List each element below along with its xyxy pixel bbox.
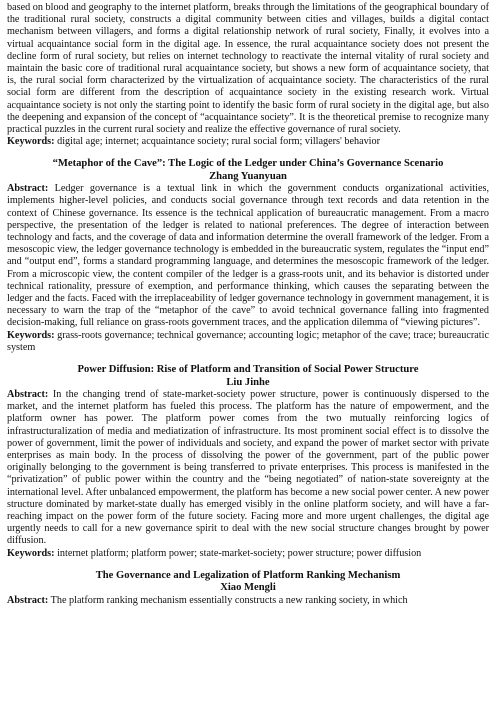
keywords-label: Keywords: bbox=[7, 547, 55, 559]
article-abstract bbox=[7, 389, 489, 548]
keywords-text: grass-roots governance; technical governance; accounting logic; metaphor of the cave; trace; bureaucratic system bbox=[7, 329, 489, 353]
intro-keywords bbox=[7, 136, 489, 148]
article-author: Xiao Mengli bbox=[220, 582, 276, 594]
article-title: “Metaphor of the Cave”: The Logic of the Ledger under China’s Governance Scenario bbox=[52, 158, 444, 170]
abstract-text: Ledger governance is a textual link in which the government conducts organizational activities, implements higher-level policies, and conducts social governance through text records and data retention in the context of Chinese governance. Its essence is the technical application of bureaucratic management. From a macro perspective, the presentation of the ledger is related to national preferences. The degree of interaction between technology and facts, and the coverage of data and information determine the overall framework of the ledger. From a mesoscopic view, the ledger governance technology is embedded in the bureaucratic system, regulates the “input end” and “output end”, forms a standard programming language, and determines the mesoscopic framework of the ledger. From a microscopic view, the content compiler of the ledger is a grass-roots unit, and its behavior is distorted under technical rationality, pressure of exemption, and performance thinking, which causes the separating between the ledger and the facts. Faced with the irreplaceability of ledger governance technology in government management, it is necessary to warn the trap of the “metaphor of the cave” to avoid technical governance falling into fragmented decision-making, full reliance on grass-roots government traces, and the application dilemma of “viewing pictures”. bbox=[7, 183, 489, 329]
intro-abstract-continuation: based on blood and geography to the internet platform, breaks through the limitations of the geographical boundary of the traditional rural society, constructs a digital community between cities and villages, builds a digital contact mechanism between villagers, and forms a digital relationship network of rural society, Finally, it evolves into a virtual acquaintance social form in the digital age. In essence, the rural acquaintance society does not present the decline form of rural society, but relies on internet technology to reactivate the internal vitality of rural society and maintain the basic core of traditional rural acquaintance society, but shows a new form of acquaintance society, that is, the rural social form characterized by the virtualization of acquaintance society. The characteristics of the rural social form are different from the description of acquaintance society in the existing research work. Virtual acquaintance society is not only the starting point to identify the basic form of rural society in the digital age, but also the deepening and expansion of the concept of “acquaintance society”. It is the theoretical premise to recognize many practical puzzles in the current rural society and realize the effective governance of rural society. bbox=[7, 2, 489, 136]
article-author: Liu Jinhe bbox=[226, 376, 270, 388]
abstract-label: Abstract: bbox=[7, 388, 49, 400]
keywords-text: digital age; internet; acquaintance society; rural social form; villagers' behavior bbox=[54, 136, 380, 148]
article-keywords bbox=[7, 330, 489, 354]
abstract-label: Abstract: bbox=[7, 183, 49, 195]
abstract-text: The platform ranking mechanism essentially constructs a new ranking society, in which bbox=[48, 594, 408, 606]
article-title: Power Diffusion: Rise of Platform and Transition of Social Power Structure bbox=[77, 364, 419, 376]
keywords-label: Keywords: bbox=[7, 329, 55, 341]
article-author: Zhang Yuanyuan bbox=[209, 170, 287, 182]
article-abstract bbox=[7, 183, 489, 329]
article-keywords bbox=[7, 548, 489, 560]
keywords-label: Keywords: bbox=[7, 136, 55, 148]
abstract-label: Abstract: bbox=[7, 594, 49, 606]
keywords-text: internet platform; platform power; state-market-society; power structure; power diffusion bbox=[54, 547, 422, 559]
article-abstract bbox=[7, 595, 489, 607]
abstract-text: In the changing trend of state-market-society power structure, power is continuously dispersed to the market, and the internet platform has fueled this process. The platform has the nature of empowerment, and the platform owner has power. The platform power comes from the two mutually reinforcing logics of infrastructuralization of media and mediatization of infrastructure. Its most prominent social effect is to dissolve the power of government, limit the power of individuals and society, and expand the power of market sector with private enterprises as main body. In the process of dissolving the power of the government, part of the public power originally belonging to the government is being transferred to private enterprises. This process is manifested in the “privatization” of public power within the country and the “being negotiated” of nation-state sovereignty at the international level. After unbalanced empowerment, the platform has become a new social power center. A new power structure dominated by market-state dually has emerged visibly in the online platform society, and will have a far-reaching impact on the power form of the future society. Facing more and more urgent challenges, the digital age urgently needs to call for a new governance spirit to deal with the new social structure changes brought by power diffusion. bbox=[7, 388, 489, 547]
article-title: The Governance and Legalization of Platform Ranking Mechanism bbox=[95, 569, 401, 581]
